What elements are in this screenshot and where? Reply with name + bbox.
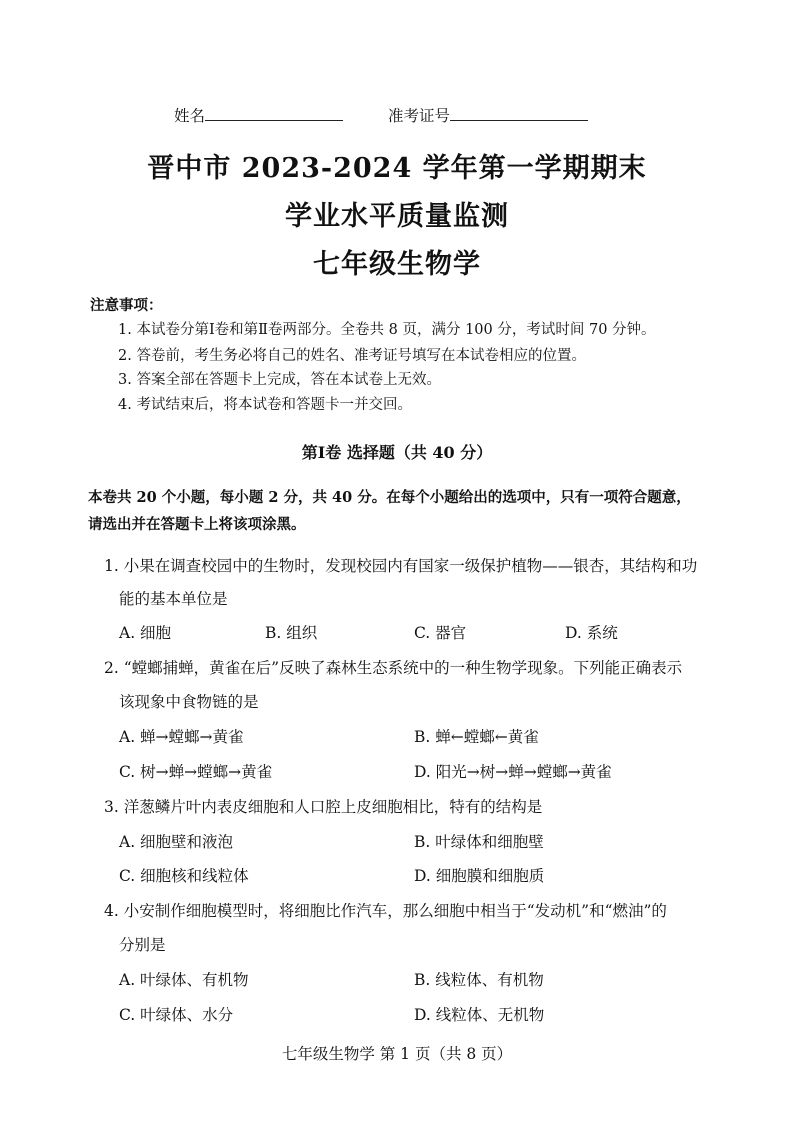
section-instruction-line2: 请选出并在答题卡上将该项涂黑。 bbox=[88, 516, 306, 533]
question-4-stem-line1: 4. 小安制作细胞模型时，将细胞比作汽车，那么细胞中相当于“发动机”和“燃油”的 bbox=[104, 902, 667, 920]
page-footer: 七年级生物学 第 1 页（共 8 页） bbox=[281, 1045, 513, 1063]
section-instruction-line1: 本卷共 20 个小题，每小题 2 分，共 40 分。在每个小题给出的选项中，只有一项符合题意， bbox=[88, 489, 691, 506]
notice-item-3: 3. 答案全部在答题卡上完成，答在本试卷上无效。 bbox=[118, 372, 441, 388]
name-blank bbox=[205, 120, 343, 121]
notice-item-2: 2. 答卷前，考生务必将自己的姓名、准考证号填写在本试卷相应的位置。 bbox=[118, 348, 586, 364]
exam-number-blank bbox=[450, 120, 588, 121]
question-3-option-a: A. 细胞壁和液泡 bbox=[119, 833, 234, 851]
question-4-stem-line2: 分别是 bbox=[119, 936, 166, 954]
exam-title-line2: 学业水平质量监测 bbox=[285, 201, 509, 232]
question-1-option-c: C. 器官 bbox=[414, 624, 467, 642]
question-2-stem-line2: 该现象中食物链的是 bbox=[119, 693, 259, 711]
question-3-option-b: B. 叶绿体和细胞壁 bbox=[414, 833, 544, 851]
question-2-option-a: A. 蝉→螳螂→黄雀 bbox=[119, 728, 244, 746]
question-1-option-d: D. 系统 bbox=[565, 624, 618, 642]
question-2-option-c: C. 树→蝉→螳螂→黄雀 bbox=[119, 763, 273, 781]
notice-item-1: 1. 本试卷分第Ⅰ卷和第Ⅱ卷两部分。全卷共 8 页，满分 100 分，考试时间 70 分钟。 bbox=[118, 322, 656, 338]
notice-heading: 注意事项： bbox=[90, 297, 163, 314]
section-title: 第Ⅰ卷 选择题（共 40 分） bbox=[301, 443, 493, 462]
exam-number-field bbox=[388, 104, 588, 126]
question-2-option-b: B. 蝉←螳螂←黄雀 bbox=[414, 728, 539, 746]
exam-number-label: 准考证号 bbox=[388, 107, 451, 125]
question-3-option-d: D. 细胞膜和细胞质 bbox=[414, 867, 545, 885]
question-3-option-c: C. 细胞核和线粒体 bbox=[119, 867, 249, 885]
question-3-stem: 3. 洋葱鳞片叶内表皮细胞和人口腔上皮细胞相比，特有的结构是 bbox=[104, 798, 543, 816]
question-1-stem-line1: 1. 小果在调查校园中的生物时，发现校园内有国家一级保护植物——银杏，其结构和功 bbox=[104, 557, 698, 575]
name-field bbox=[174, 104, 343, 126]
question-1-stem-line2: 能的基本单位是 bbox=[119, 590, 228, 608]
name-label: 姓名 bbox=[174, 107, 206, 125]
question-1-option-b: B. 组织 bbox=[265, 624, 318, 642]
question-4-option-b: B. 线粒体、有机物 bbox=[414, 971, 544, 989]
question-4-option-d: D. 线粒体、无机物 bbox=[414, 1006, 545, 1024]
exam-title-line1: 晋中市 2023-2024 学年第一学期期末 bbox=[147, 153, 647, 184]
question-1-option-a: A. 细胞 bbox=[119, 624, 172, 642]
question-2-option-d: D. 阳光→树→蝉→螳螂→黄雀 bbox=[414, 763, 612, 781]
notice-item-4: 4. 考试结束后，将本试卷和答题卡一并交回。 bbox=[118, 397, 412, 413]
question-4-option-a: A. 叶绿体、有机物 bbox=[119, 971, 249, 989]
question-2-stem-line1: 2. “螳螂捕蝉，黄雀在后”反映了森林生态系统中的一种生物学现象。下列能正确表示 bbox=[104, 659, 683, 677]
question-4-option-c: C. 叶绿体、水分 bbox=[119, 1006, 234, 1024]
exam-title-subject: 七年级生物学 bbox=[313, 249, 481, 280]
